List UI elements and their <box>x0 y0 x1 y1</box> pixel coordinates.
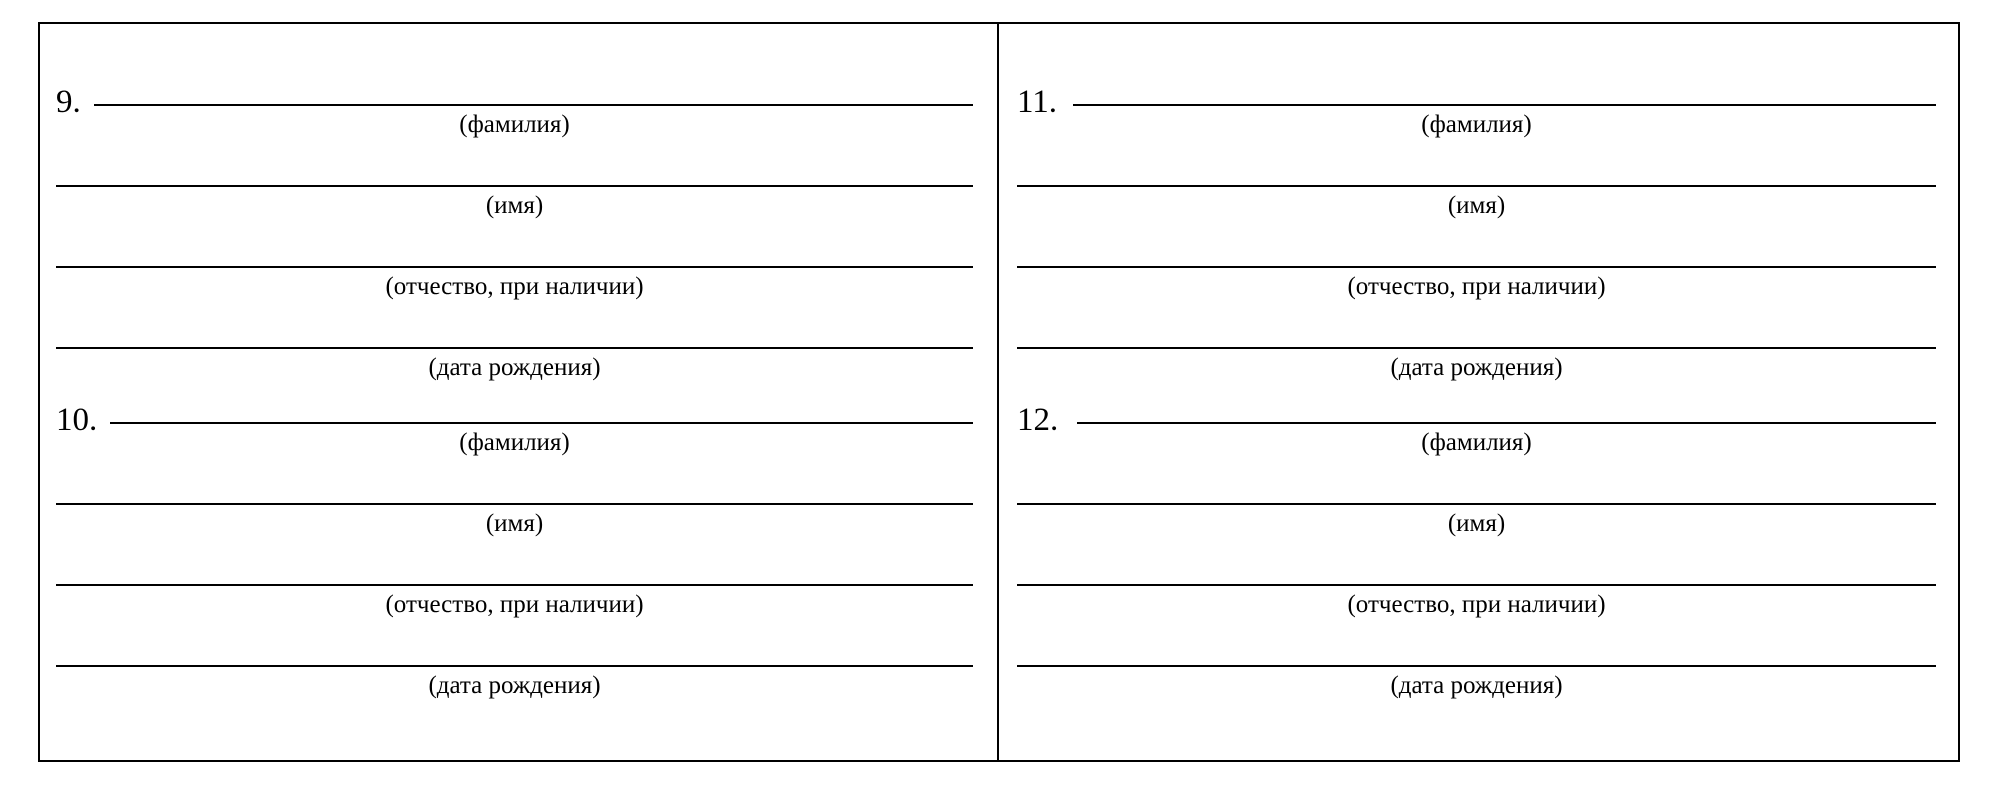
field-birthdate-11[interactable] <box>1017 329 1936 410</box>
form-column-left <box>40 24 999 760</box>
field-caption-surname: (фамилия) <box>1421 111 1532 138</box>
field-patronymic-11[interactable] <box>1017 248 1936 329</box>
field-line[interactable] <box>94 104 973 106</box>
field-line[interactable] <box>56 347 973 349</box>
field-name-12[interactable] <box>1017 485 1936 566</box>
field-patronymic-10[interactable] <box>56 566 973 647</box>
field-patronymic-12[interactable] <box>1017 566 1936 647</box>
form-column-right <box>999 24 1958 760</box>
field-caption-surname: (фамилия) <box>459 429 570 456</box>
field-birthdate-12[interactable] <box>1017 647 1936 728</box>
person-entry-9 <box>56 86 973 410</box>
field-caption-name: (имя) <box>1447 510 1506 537</box>
field-line[interactable] <box>1017 185 1936 187</box>
field-caption-birthdate: (дата рождения) <box>428 672 601 699</box>
entry-number-10: 10. <box>56 402 98 438</box>
field-name-10[interactable] <box>56 485 973 566</box>
field-caption-name: (имя) <box>485 510 544 537</box>
field-caption-name: (имя) <box>485 192 544 219</box>
field-surname-9[interactable] <box>56 86 973 167</box>
field-line[interactable] <box>1017 503 1936 505</box>
field-line[interactable] <box>1017 347 1936 349</box>
field-caption-patronymic: (отчество, при наличии) <box>385 591 644 618</box>
field-name-9[interactable] <box>56 167 973 248</box>
field-line[interactable] <box>56 584 973 586</box>
field-line[interactable] <box>110 422 973 424</box>
person-entry-10 <box>56 404 973 728</box>
person-entry-12 <box>1017 404 1936 728</box>
field-caption-name: (имя) <box>1447 192 1506 219</box>
field-line[interactable] <box>1017 584 1936 586</box>
field-caption-birthdate: (дата рождения) <box>1390 672 1563 699</box>
field-caption-patronymic: (отчество, при наличии) <box>1347 591 1606 618</box>
field-birthdate-9[interactable] <box>56 329 973 410</box>
field-caption-surname: (фамилия) <box>459 111 570 138</box>
field-birthdate-10[interactable] <box>56 647 973 728</box>
field-line[interactable] <box>1017 665 1936 667</box>
entry-number-11: 11. <box>1017 84 1058 120</box>
field-surname-10[interactable] <box>56 404 973 485</box>
form-column-right-inner <box>1017 24 1936 760</box>
field-line[interactable] <box>1017 266 1936 268</box>
form-column-left-inner <box>56 24 973 760</box>
entry-number-12: 12. <box>1017 402 1059 438</box>
field-line[interactable] <box>1073 104 1936 106</box>
field-patronymic-9[interactable] <box>56 248 973 329</box>
field-line[interactable] <box>56 503 973 505</box>
field-surname-12[interactable] <box>1017 404 1936 485</box>
field-caption-patronymic: (отчество, при наличии) <box>1347 273 1606 300</box>
field-name-11[interactable] <box>1017 167 1936 248</box>
form-table <box>38 22 1960 762</box>
person-entry-11 <box>1017 86 1936 410</box>
field-caption-birthdate: (дата рождения) <box>1390 354 1563 381</box>
field-caption-birthdate: (дата рождения) <box>428 354 601 381</box>
field-line[interactable] <box>56 266 973 268</box>
field-caption-patronymic: (отчество, при наличии) <box>385 273 644 300</box>
field-caption-surname: (фамилия) <box>1421 429 1532 456</box>
field-line[interactable] <box>56 665 973 667</box>
field-line[interactable] <box>56 185 973 187</box>
field-surname-11[interactable] <box>1017 86 1936 167</box>
field-line[interactable] <box>1077 422 1936 424</box>
entry-number-9: 9. <box>56 84 81 120</box>
